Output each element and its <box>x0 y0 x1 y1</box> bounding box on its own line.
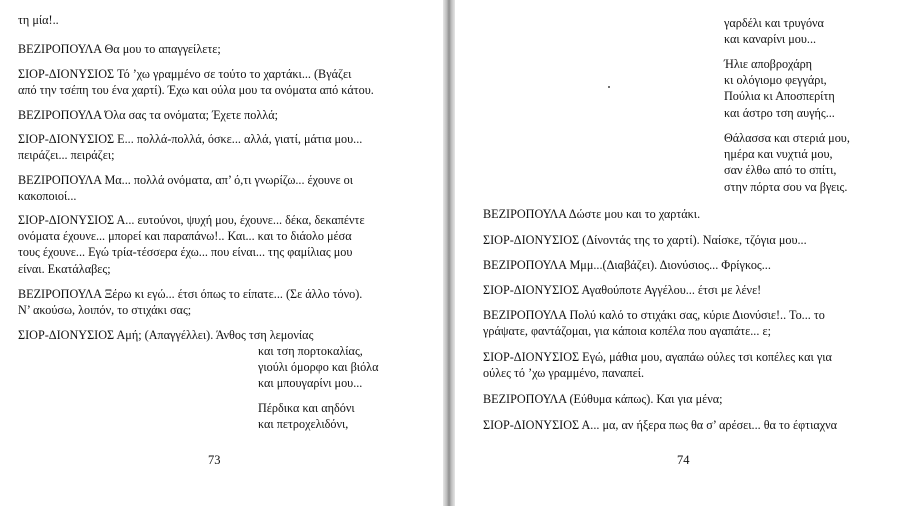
text-paragraph <box>483 257 771 273</box>
text-line: πειράζει... πειράζει; <box>18 148 115 163</box>
verse-line: Ήλιε αποβροχάρη <box>724 57 813 71</box>
text-paragraph <box>483 349 832 381</box>
text-line: τους έχουνε... Εγώ τρία-τέσσερα έχω... που είναι... της φαμίλιας μου <box>18 245 353 260</box>
verse-line: και μπουγαρίνι μου... <box>258 376 363 391</box>
verse-line: Θάλασσα και στεριά μου, <box>724 131 850 145</box>
left-page <box>0 0 443 506</box>
text-paragraph <box>18 41 221 57</box>
text-paragraph <box>483 282 761 298</box>
text-line: ΣΙΟΡ-ΔΙΟΝΥΣΙΟΣ Α... ευτούνοι, ψυχή μου, έχουνε... δέκα, δεκαπέντε <box>18 213 365 227</box>
verse-stanza <box>724 15 824 47</box>
page-number: 74 <box>677 453 690 467</box>
verse-stanza <box>258 343 378 392</box>
text-line: ΒΕΖΙΡΟΠΟΥΛΑ Πολύ καλό το στιχάκι σας, κύριε Διονύσιε!.. Το... το <box>483 308 825 322</box>
text-paragraph <box>18 107 278 123</box>
book-gutter <box>443 0 455 506</box>
verse-line: και πετροχελιδόνι, <box>258 417 349 432</box>
text-paragraph <box>483 232 807 248</box>
text-line: ΒΕΖΙΡΟΠΟΥΛΑ Δώστε μου και το χαρτάκι. <box>483 207 701 221</box>
text-line: ΒΕΖΙΡΟΠΟΥΛΑ Ξέρω κι εγώ... έτσι όπως το είπατε... (Σε άλλο τόνο). <box>18 287 363 301</box>
verse-line: γαρδέλι και τρυγόνα <box>724 16 824 30</box>
verse-stanza <box>258 400 355 432</box>
verse-stanza <box>724 130 850 195</box>
verse-line: κι ολόγιομο φεγγάρι, <box>724 73 827 88</box>
text-line: από την τσέπη του ένα χαρτί). Έχω και ούλα μου τα ονόματα από κάτου. <box>18 83 374 98</box>
text-line: ΣΙΟΡ-ΔΙΟΝΥΣΙΟΣ Α... μα, αν ήξερα πως θα σ’ αρέσει... θα το έφτιαχνα <box>483 418 838 432</box>
text-line: τη μία!.. <box>18 13 59 27</box>
stray-dot-mark <box>608 86 610 88</box>
verse-line: Πέρδικα και αηδόνι <box>258 401 355 415</box>
text-line: ΒΕΖΙΡΟΠΟΥΛΑ Μμμ...(Διαβάζει). Διονύσιος... Φρίγκος... <box>483 258 771 272</box>
text-line: είναι. Εκατάλαβες; <box>18 261 111 276</box>
text-line: γράψατε, φαντάζομαι, για κάποια κοπέλα που αγαπάτε... ε; <box>483 324 771 339</box>
text-line: κακοποιοί... <box>18 189 77 204</box>
text-line: ΒΕΖΙΡΟΠΟΥΛΑ Όλα σας τα ονόματα; Έχετε πολλά; <box>18 108 278 122</box>
text-paragraph <box>18 212 365 277</box>
verse-line: σαν έλθω από το σπίτι, <box>724 163 837 178</box>
verse-line: και άστρο τση αυγής... <box>724 105 835 120</box>
text-paragraph <box>18 131 362 163</box>
text-paragraph <box>18 172 353 204</box>
text-line: ΒΕΖΙΡΟΠΟΥΛΑ Θα μου το απαγγείλετε; <box>18 42 221 56</box>
verse-line: γιούλι όμορφο και βιόλα <box>258 360 379 375</box>
text-paragraph <box>483 391 723 407</box>
text-line: ούλες τό ’χω γραμμένο, παναπεί. <box>483 366 645 381</box>
text-line: ΣΙΟΡ-ΔΙΟΝΥΣΙΟΣ Εγώ, μάθια μου, αγαπάω ούλες τσι κοπέλες και για <box>483 350 832 364</box>
text-paragraph <box>483 307 825 339</box>
text-paragraph <box>18 327 313 343</box>
verse-line: στην πόρτα σου να βγεις. <box>724 179 848 194</box>
text-paragraph <box>18 12 59 28</box>
verse-stanza <box>724 56 835 121</box>
text-line: ΒΕΖΙΡΟΠΟΥΛΑ Μα... πολλά ονόματα, απ’ ό,τι γνωρίζω... έχουνε οι <box>18 173 353 187</box>
text-paragraph <box>18 66 374 98</box>
verse-line: και καναρίνι μου... <box>724 32 817 47</box>
text-line: ΣΙΟΡ-ΔΙΟΝΥΣΙΟΣ Αγαθούποτε Αγγέλου... έτσι με λένε! <box>483 283 762 297</box>
text-line: ΣΙΟΡ-ΔΙΟΝΥΣΙΟΣ Τό ’χω γραμμένο σε τούτο το χαρτάκι... (Βγάζει <box>18 67 352 81</box>
text-line: ΣΙΟΡ-ΔΙΟΝΥΣΙΟΣ (Δίνοντάς της το χαρτί). Ναίσκε, τζόγια μου... <box>483 233 807 247</box>
text-line: ΣΙΟΡ-ΔΙΟΝΥΣΙΟΣ Ε... πολλά-πολλά, όσκε... αλλά, γιατί, μάτια μου... <box>18 132 363 146</box>
text-line: ΒΕΖΙΡΟΠΟΥΛΑ (Εύθυμα κάπως). Και για μένα; <box>483 392 723 406</box>
verse-line: ημέρα και νυχτιά μου, <box>724 147 833 162</box>
text-line: ΣΙΟΡ-ΔΙΟΝΥΣΙΟΣ Αμή; (Απαγγέλλει). Άνθος τση λεμονίας <box>18 328 314 342</box>
right-page <box>455 0 901 506</box>
text-paragraph <box>483 417 837 433</box>
text-line: Ν’ ακούσω, λοιπόν, το στιχάκι σας; <box>18 303 192 318</box>
text-paragraph <box>483 206 700 222</box>
text-line: ονόματα έχουνε... μπορεί και παραπάνω!.. Και... και το διάολο μέσα <box>18 229 352 244</box>
verse-line: Πούλια κι Αποσπερίτη <box>724 89 835 104</box>
text-paragraph <box>18 286 362 318</box>
page-number: 73 <box>208 453 221 467</box>
verse-line: και τση πορτοκαλίας, <box>258 344 363 358</box>
